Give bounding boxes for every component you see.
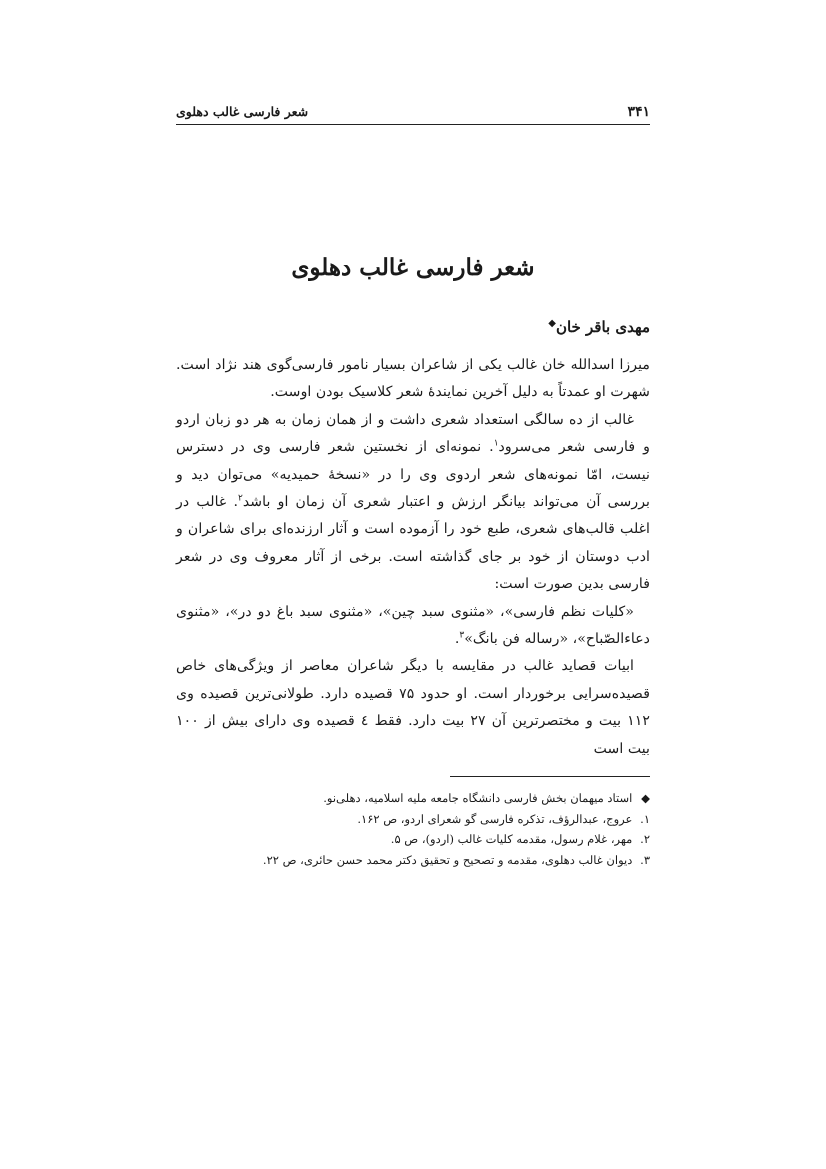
article-title: شعر فارسی غالب دهلوی [291,254,535,281]
footnote-text: مهر، غلام رسول، مقدمه کلیات غالب (اردو)، ص ۵. [390,832,633,846]
footnote-item [176,788,650,809]
footnote-mark: ۲. [640,832,650,846]
paragraph-4 [176,653,650,763]
paragraph-text: غالب از ده سالگی استعداد شعری داشت و از همان زمان به هر دو زبان اردو و فارسی شعر می‌سرود [176,411,651,456]
paragraph-1 [176,352,650,407]
paragraph-text: . غالب در اغلب قالب‌های شعری، طبع خود را آزموده است و آثار ارزنده‌ای برای شاعران و ادب دوستان از خود بر جای گذاشته است. برخی از آثار معروف وی در شعر فارسی بدین صورت است: [176,494,650,593]
author-name: مهدی باقر خان [555,318,650,336]
footnote-text: استاد میهمان بخش فارسی دانشگاه جامعه ملیه اسلامیه، دهلی‌نو. [323,791,633,805]
paragraph-3 [176,599,650,654]
paragraph-2 [176,407,650,599]
running-header [176,100,650,125]
footnote-mark: ۱. [640,811,650,826]
paragraph-text: میرزا اسدالله خان غالب یکی از شاعران بسیار نامور فارسی‌گوی هند نژاد است. شهرت او عمدتاً به دلیل آخرین نمایندهٔ شعر کلاسیک بودن اوست. [176,357,650,401]
paragraph-text: . [454,631,460,648]
footnote-text: دیوان غالب دهلوی، مقدمه و تصحیح و تحقیق دکتر محمد حسن حائری، ص ۲۲. [262,852,633,867]
footnotes-list [176,788,650,870]
document-page [176,0,650,1169]
paragraph-text: . نمونه‌ای از نخستین شعر فارسی وی در دسترس نیست، امّا نمونه‌های شعر اردوی وی را در «نسخهٔ حمیدیه» می‌توان دید و بررسی آن می‌تواند بیانگر ارزش و اعتبار شعری آن زمان او باشد [176,439,650,511]
paragraph-text: ابیات قصاید غالب در مقایسه با دیگر شاعران معاصر از ویژگی‌های خاص قصیده‌سرایی برخوردار است. او حدود ۷۵ قصیده دارد. طولانی‌ترین قصیده وی ۱۱۲ بیت و مختصرترین آن ۲۷ بیت دارد. فقط ٤ قصیده وی دارای بیش از ۱۰۰ بیت است [176,658,650,757]
footnote-mark: ۳. [640,852,650,867]
footnote-ref-2: ۲ [237,493,243,504]
footnote-divider [450,776,650,777]
footnote-item [176,850,650,871]
footnote-ref-3: ۳ [459,630,465,641]
footnote-item [176,829,650,850]
author-line [548,318,650,336]
paragraph-text: «کلیات نظم فارسی»، «مثنوی سبد چین»، «مثنوی سبد باغ دو در»، «مثنوی دعاءالصّباح»، «رساله فن بانگ» [176,603,650,648]
footnote-mark: ◆ [641,791,650,805]
article-body [176,352,650,763]
author-footnote-mark: ◆ [548,318,556,329]
footnote-ref-1: ۱ [493,438,499,449]
footnote-text: عروج، عبدالرؤف، تذکره فارسی گو شعرای اردو، ص ۱۶۲. [357,811,633,826]
page-number: ۳۴۱ [627,104,650,120]
running-title: شعر فارسی غالب دهلوی [176,104,309,119]
footnote-item [176,809,650,830]
